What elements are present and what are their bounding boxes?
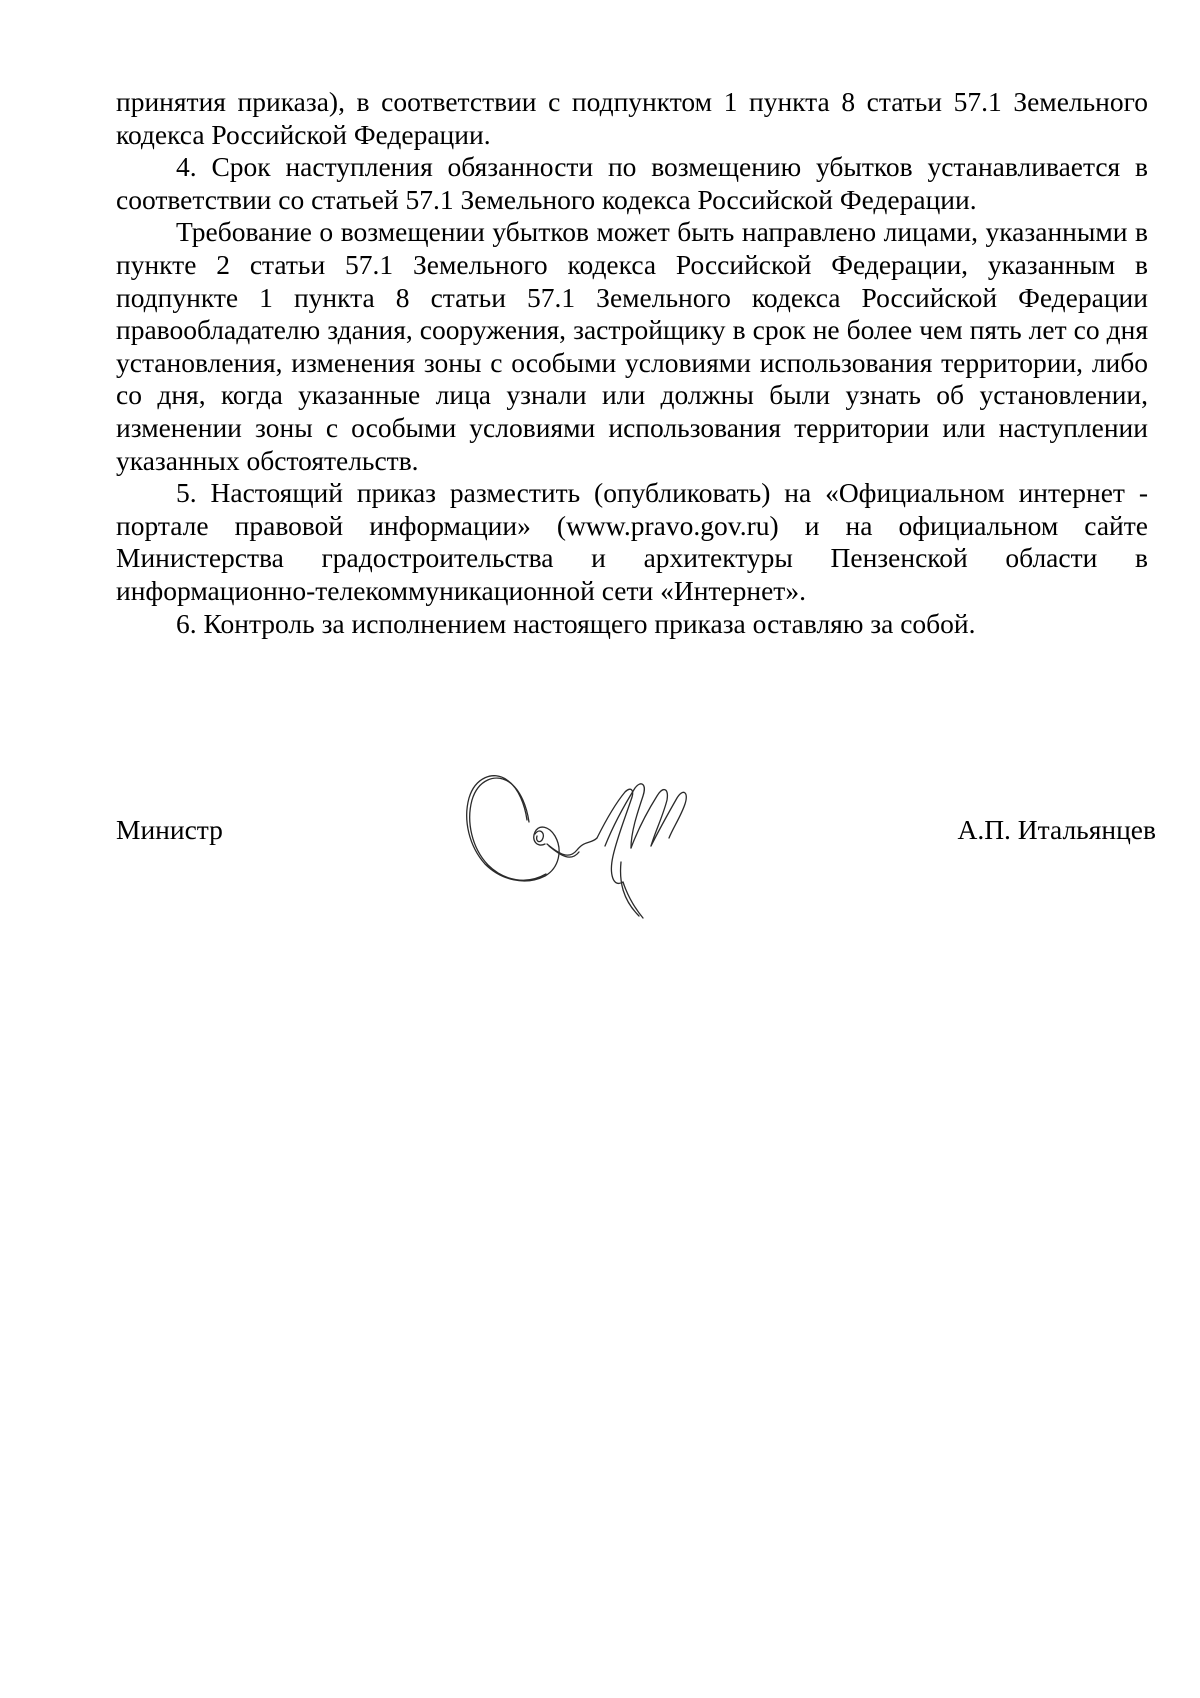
document-body bbox=[116, 86, 1148, 640]
signature-block bbox=[116, 800, 1156, 960]
paragraph-item-4: 4. Срок наступления обязанности по возмещению убытков устанавливается в соответствии со статьей 57.1 Земельного кодекса Российской Федерации. bbox=[116, 151, 1148, 215]
signer-name: А.П. Итальянцев bbox=[957, 814, 1156, 845]
handwritten-signature bbox=[455, 742, 695, 922]
paragraph-item-5: 5. Настоящий приказ разместить (опубликовать) на «Официальном интернет - портале правовой информации» (www.pravo.gov.ru) и на официальном сайте Министерства градостроительства и архитектуры Пензенской области в информационно-телекоммуникационной сети «Интернет». bbox=[116, 477, 1148, 606]
paragraph-damages-claim: Требование о возмещении убытков может быть направлено лицами, указанными в пункте 2 статьи 57.1 Земельного кодекса Российской Федерации, указанным в подпункте 1 пункта 8 статьи 57.1 Земельного кодекса Российской Федерации правообладателю здания, сооружения, застройщику в срок не более чем пять лет со дня установления, изменения зоны с особыми условиями использования территории, либо со дня, когда указанные лица узнали или должны были узнать об установлении, изменении зоны с особыми условиями использования территории или наступлении указанных обстоятельств. bbox=[116, 216, 1148, 476]
signer-position: Министр bbox=[116, 814, 223, 845]
paragraph-item-6: 6. Контроль за исполнением настоящего приказа оставляю за собой. bbox=[176, 607, 976, 639]
paragraph-continuation: принятия приказа), в соответствии с подпунктом 1 пункта 8 статьи 57.1 Земельного кодекса Российской Федерации. bbox=[116, 86, 1148, 150]
